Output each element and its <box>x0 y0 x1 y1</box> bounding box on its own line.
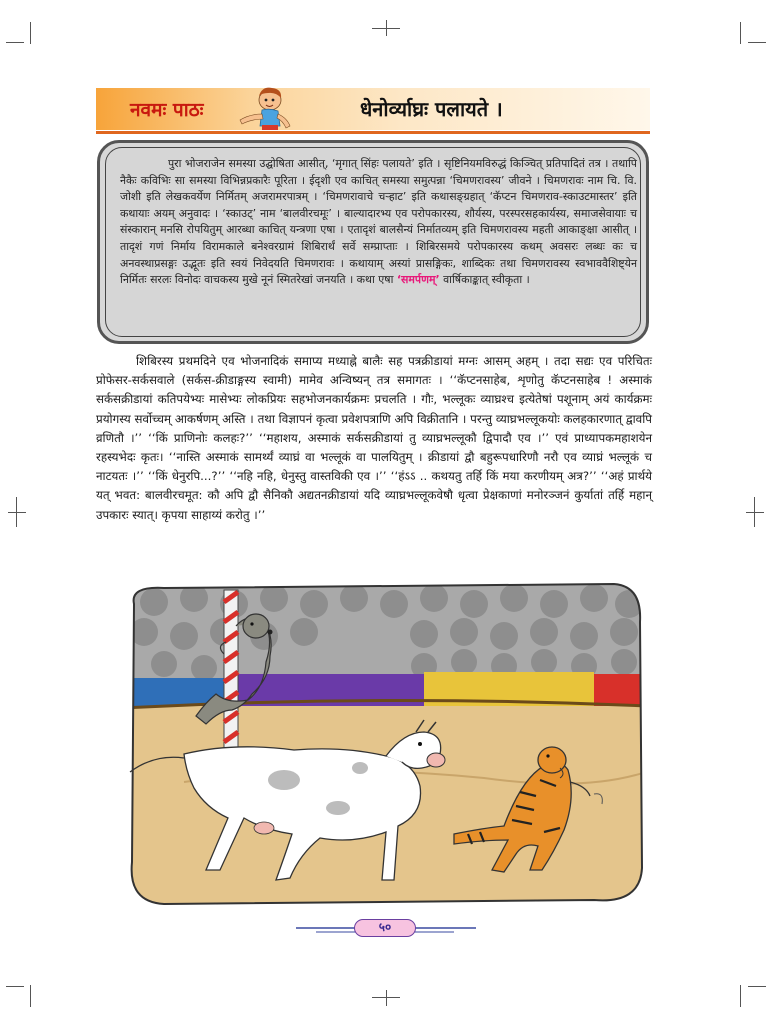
crop-mark <box>372 28 400 29</box>
banner-underline <box>96 131 650 134</box>
crop-mark <box>30 985 31 1007</box>
crop-mark <box>30 22 31 44</box>
crop-mark <box>372 997 400 998</box>
lesson-number: नवमः पाठः <box>130 99 204 121</box>
boy-mascot-icon <box>232 84 296 134</box>
circus-illustration <box>124 582 646 908</box>
crop-mark <box>748 986 766 987</box>
source-highlight: ‘समर्पणम्’ <box>396 273 440 287</box>
crop-mark <box>740 985 741 1007</box>
crop-mark <box>8 512 26 513</box>
crop-mark <box>386 990 387 1006</box>
crop-mark <box>746 512 764 513</box>
crop-mark <box>748 42 766 43</box>
crop-mark <box>740 22 741 44</box>
crop-mark <box>6 986 24 987</box>
story-paragraph: शिबिरस्य प्रथमदिने एव भोजनादिकं समाप्य मध्याह्ने बालैः सह पत्रक्रीडायां मग्नः आसम् अहम् । तदा सद्यः एव परिचितः प्रोफेसर-सर्कसवाले (सर्कस-क्रीडाङ्गस्य स्वामी) मामेव अन्विष्यन् तत्र समागतः । ‘‘कॅप्टनसाहेब, शृणोतु कॅप्टनसाहेब ! अस्माकं सर्कसक्रीडायां कतिपयेभ्यः मासेभ्यः लोकप्रियः सहभोजनकार्यक्रमः प्रचलति । गौः, भल्लूकः व्याघ्रश्च इत्येतेषां पशूनाम् अयं कार्यक्रमः प्रयोगस्य सर्वोच्चम् आकर्षणम् अस्ति । तथा विज्ञापनं कृत्वा प्रवेशपत्राणि अपि विक्रीतानि । परन्तु व्याघ्रभल्लूकयोः कलहकारणात् द्वावपि व्रणितौ ।’’ ‘‘किं प्राणिनोः कलहः?’’ ‘‘महाशय, अस्माकं सर्कसक्रीडायां तु व्याघ्रभल्लूकौ द्विपादौ एव ।’’ एवं प्राध्यापकमहाशयेन रहस्यभेदः कृतः। ‘‘नास्ति अस्माकं सामर्थ्यं व्याघ्रं वा भल्लूकं वा पालयितुम् । क्रीडायां द्वौ बहुरूपधारिणौ नरौ एव व्याघ्रं भल्लूकं च नाटयतः ।’’ ‘‘किं धेनुरपि...?’’ ‘‘नहि नहि, धेनुस्तु वास्तविकी एव ।’’ ‘‘हंऽऽ .. कथयतु तर्हि किं मया करणीयम् अत्र?’’ ‘‘अहं प्रार्थये यत् भवत: बालवीरचमूत: कौ अपि द्वौ सैनिकौ अद्यतनक्रीडायां यदि व्याघ्रभल्लूकवेषौ धृत्वा प्रेक्षकाणां मनोरञ्जनं कुर्यातां तर्हि महान् उपकारः स्यात्। कृपया साहाय्यं करोतु ।’’ <box>96 354 652 522</box>
page-number: ५० <box>354 919 416 937</box>
introduction-text-end: वार्षिकाङ्कात् स्वीकृता । <box>443 273 530 287</box>
page-number-area <box>296 918 476 942</box>
lesson-title: धेनोर्व्याघ्रः पलायते । <box>360 97 503 121</box>
introduction-text <box>120 156 637 289</box>
crop-mark <box>6 42 24 43</box>
introduction-box <box>97 140 649 344</box>
introduction-inner-frame <box>105 147 641 337</box>
introduction-text-main: पुरा भोजराजेन समस्या उद्घोषिता आसीत्, ‘मृगात् सिंहः पलायते’ इति । सृष्टिनियमविरुद्धं किञ्चित् प्रतिपादितं तत्र । तथापि नैकैः कविभिः सा समस्या विभिन्नप्रकारैः पूरिता । ईदृशी एव काचित् समस्या समुत्पन्ना ‘चिमणरावस्य’ जीवने । चिमणरावः नाम चि. वि. जोशी इति लेखकवर्येण निर्मितम् अजरामरपात्रम् । ‘चिमणरावाचे चऱ्हाट’ इति कथासङ्ग्रहात् ‘कॅप्टन चिमणराव-स्काउटमास्तर’ इति कथायाः अयम् अनुवादः । ‘स्काउट्’ नाम ‘बालवीरचमूः’ । बाल्यादारभ्य एव परोपकारस्य, शौर्यस्य, परस्परसहकार्यस्य, समाजसेवायाः च संस्कारान् मनसि रोपयितुम् आरब्धा काचित् यन्त्रणा एषा । एतादृशं बालसैन्यं निर्मातव्यम् इति चिमणरावस्य महती आकाङ्क्षा आसीत् । तादृशं गणं निर्माय विरामकाले बनेश्वरग्रामं शिबिरार्थं सर्वे सम्प्राप्ताः । शिबिरसमये परोपकारस्य कथम् अवसरः लब्धः कः च अनवस्थाप्रसङ्गः उद्भूतः इति स्वयं निवेदयति चिमणरावः । कथायाम् अस्यां प्रासङ्गिकः, शाब्दिकः तथा चिमणरावस्य स्वभाववैशिष्ट्येन निर्मितः सरलः विनोदः वाचकस्य मुखे नूनं स्मितरेखां जनयति । कथा एषा <box>120 157 637 287</box>
